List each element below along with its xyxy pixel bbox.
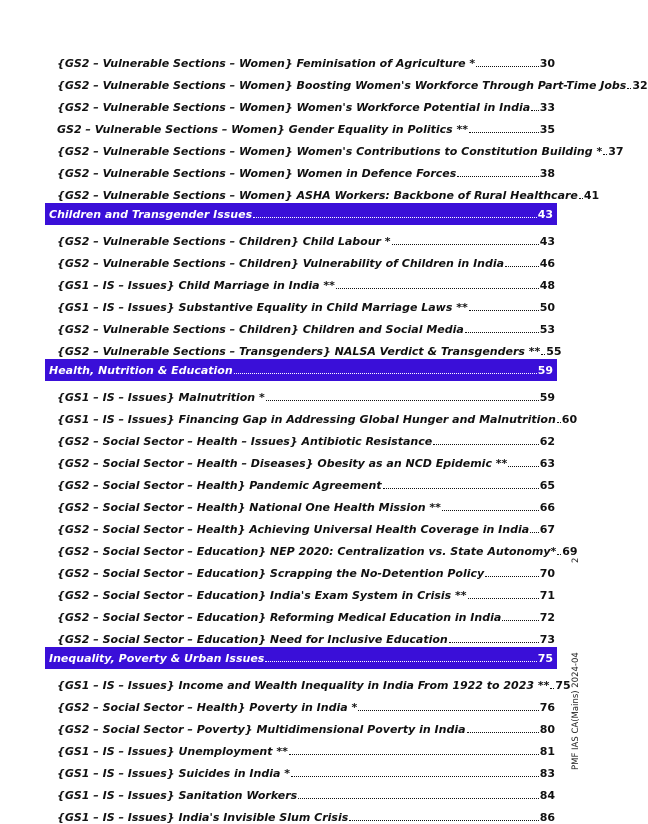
toc-page-number: 83	[539, 767, 555, 780]
toc-section-header[interactable]	[45, 359, 557, 381]
toc-entry[interactable]	[45, 492, 557, 514]
toc-page-number: 48	[539, 279, 555, 292]
toc-page-number: 62	[539, 435, 555, 448]
toc-entry-title: {GS2 – Social Sector – Health} Poverty in India *	[57, 701, 358, 714]
toc-entry[interactable]	[45, 92, 557, 114]
dot-leader	[476, 66, 539, 67]
toc-page-number: 46	[539, 257, 555, 270]
toc-entry-title: {GS2 – Vulnerable Sections – Children} Vulnerability of Children in India	[57, 257, 505, 270]
toc-page-number: 73	[539, 633, 555, 646]
toc-entry-title: {GS1 – IS – Issues} Suicides in India *	[57, 767, 290, 780]
toc-entry-title: {GS2 – Vulnerable Sections – Women} Women in Defence Forces	[57, 167, 457, 180]
dot-leader	[557, 422, 561, 423]
toc-entry[interactable]	[45, 114, 557, 136]
dot-leader	[433, 444, 539, 445]
toc-entry-title: {GS2 – Vulnerable Sections – Children} Children and Social Media	[57, 323, 464, 336]
dot-leader	[349, 820, 538, 821]
toc-entry-title: {GS2 – Social Sector – Poverty} Multidimensional Poverty in India	[57, 723, 466, 736]
toc-page-number: 67	[539, 523, 555, 536]
dot-leader	[358, 710, 538, 711]
toc-entry[interactable]	[45, 758, 557, 780]
toc-entry[interactable]	[45, 514, 557, 536]
toc-entry[interactable]	[45, 292, 557, 314]
toc-page-number: 69	[562, 545, 578, 558]
toc-section-header[interactable]	[45, 647, 557, 669]
page-number: 2	[571, 557, 581, 563]
toc-page-number: 43	[539, 235, 555, 248]
toc-entry-title: {GS1 – IS – Issues} Malnutrition *	[57, 391, 265, 404]
toc-entry-title: {GS2 – Social Sector – Education} NEP 2020: Centralization vs. State Autonomy*	[57, 545, 557, 558]
toc-entry-title: {GS1 – IS – Issues} Income and Wealth Inequality in India From 1922 to 2023 **	[57, 679, 550, 692]
toc-entry-title: {GS2 – Vulnerable Sections – Women} Women's Contributions to Constitution Building *	[57, 145, 603, 158]
toc-entry-title: {GS2 – Social Sector – Education} Reforming Medical Education in India	[57, 611, 502, 624]
toc-page-number: 80	[539, 723, 555, 736]
toc-entry[interactable]	[45, 314, 557, 336]
dot-leader	[457, 176, 538, 177]
toc-entry[interactable]	[45, 448, 557, 470]
dot-leader	[465, 332, 539, 333]
toc-page-number: 81	[539, 745, 555, 758]
toc-entry-title: {GS2 – Vulnerable Sections – Women} Women's Workforce Potential in India	[57, 101, 531, 114]
dot-leader	[505, 266, 539, 267]
toc-entry[interactable]	[45, 558, 557, 580]
toc-entry[interactable]	[45, 780, 557, 802]
toc-entry[interactable]	[45, 470, 557, 492]
toc-section-title: Health, Nutrition & Education	[49, 363, 233, 377]
dot-leader	[467, 732, 539, 733]
dot-leader	[289, 754, 539, 755]
dot-leader	[485, 576, 538, 577]
toc-page-number: 60	[561, 413, 578, 426]
toc-entry[interactable]	[45, 692, 557, 714]
toc-page-number: 37	[608, 145, 624, 158]
dot-leader	[392, 244, 539, 245]
toc-entry-title: {GS2 – Vulnerable Sections – Children} Child Labour *	[57, 235, 391, 248]
toc-entry[interactable]	[45, 736, 557, 758]
toc-entry[interactable]	[45, 336, 562, 358]
toc-entry[interactable]	[45, 382, 557, 404]
toc-entry-title: {GS2 – Social Sector – Health – Issues} Antibiotic Resistance	[57, 435, 433, 448]
dot-leader	[579, 198, 583, 199]
dot-leader	[266, 400, 539, 401]
toc-page-number: 71	[539, 589, 555, 602]
toc-entry[interactable]	[45, 802, 557, 824]
toc-page-number: 59	[539, 391, 555, 404]
dot-leader	[253, 217, 537, 218]
dot-leader	[469, 132, 539, 133]
toc-entry[interactable]	[45, 624, 557, 646]
toc-page-number: 35	[539, 123, 555, 136]
toc-entry-title: {GS1 – IS – Issues} Financing Gap in Addressing Global Hunger and Malnutrition	[57, 413, 556, 426]
dot-leader	[234, 373, 537, 374]
side-footer	[571, 640, 583, 770]
toc-page-number: 65	[539, 479, 555, 492]
toc-entry-title: {GS1 – IS – Issues} Substantive Equality in Child Marriage Laws **	[57, 301, 468, 314]
dot-leader	[531, 110, 539, 111]
dot-leader	[508, 466, 538, 467]
toc-page-number: 86	[539, 811, 555, 824]
toc-page-number: 84	[539, 789, 555, 802]
toc-entry[interactable]	[45, 580, 557, 602]
toc-page-number: 41	[583, 189, 600, 202]
toc-page-number: 72	[539, 611, 555, 624]
toc-entry[interactable]	[45, 180, 600, 202]
dot-leader	[298, 798, 538, 799]
toc-entry-title: {GS1 – IS – Issues} Unemployment **	[57, 745, 288, 758]
dot-leader	[530, 532, 539, 533]
toc-page-number: 30	[539, 57, 555, 70]
toc-entry-title: {GS2 – Social Sector – Education} India's Exam System in Crisis **	[57, 589, 467, 602]
toc-page-number: 33	[539, 101, 555, 114]
toc-entry[interactable]	[45, 714, 557, 736]
toc-entry-title: {GS2 – Vulnerable Sections – Women} ASHA Workers: Backbone of Rural Healthcare	[57, 189, 578, 202]
toc-page-number: 55	[546, 345, 562, 358]
dot-leader	[603, 154, 607, 155]
toc-entry-title: {GS2 – Social Sector – Health} Pandemic Agreement	[57, 479, 382, 492]
toc-entry[interactable]	[45, 48, 557, 70]
toc-entry[interactable]	[45, 670, 571, 692]
toc-entry[interactable]	[45, 536, 578, 558]
toc-section-header[interactable]	[45, 203, 557, 225]
toc-entry[interactable]	[45, 270, 557, 292]
toc-page-number: 75	[555, 679, 571, 692]
toc-entry[interactable]	[45, 70, 648, 92]
toc-page-number: 59	[537, 363, 553, 377]
toc-page-number: 76	[539, 701, 555, 714]
toc-page-number: 53	[539, 323, 555, 336]
side-footer-text: PMF IAS CA(Mains) 2024-04	[571, 652, 581, 770]
dot-leader	[627, 88, 631, 89]
toc-entry[interactable]	[45, 248, 557, 270]
toc-entry[interactable]	[45, 226, 557, 248]
dot-leader	[550, 688, 554, 689]
toc-page-number: 50	[539, 301, 555, 314]
toc-entry-title: {GS1 – IS – Issues} India's Invisible Slum Crisis	[57, 811, 349, 824]
dot-leader	[541, 354, 545, 355]
toc-entry-title: {GS1 – IS – Issues} Child Marriage in India **	[57, 279, 335, 292]
toc-entry[interactable]	[45, 602, 557, 624]
toc-section-title: Inequality, Poverty & Urban Issues	[49, 651, 265, 665]
toc-entry-title: {GS2 – Vulnerable Sections – Women} Boosting Women's Workforce Through Part-Time Jobs	[57, 79, 627, 92]
toc-entry-title: {GS2 – Social Sector – Health} National One Health Mission **	[57, 501, 441, 514]
toc-page-number: 43	[537, 207, 553, 221]
toc-entry-title: GS2 – Vulnerable Sections – Women} Gender Equality in Politics **	[57, 123, 469, 136]
dot-leader	[265, 661, 536, 662]
toc-entry-title: {GS2 – Social Sector – Health – Diseases} Obesity as an NCD Epidemic **	[57, 457, 508, 470]
toc-page-number: 66	[539, 501, 555, 514]
toc-entry-title: {GS2 – Social Sector – Health} Achieving Universal Health Coverage in India	[57, 523, 530, 536]
toc-entry-title: {GS1 – IS – Issues} Sanitation Workers	[57, 789, 298, 802]
dot-leader	[383, 488, 539, 489]
dot-leader	[442, 510, 539, 511]
toc-entry-title: {GS2 – Social Sector – Education} Need for Inclusive Education	[57, 633, 448, 646]
dot-leader	[502, 620, 538, 621]
toc-entry[interactable]	[45, 158, 557, 180]
toc-page-number: 32	[632, 79, 648, 92]
toc-section-title: Children and Transgender Issues	[49, 207, 253, 221]
toc-entry-title: {GS2 – Vulnerable Sections – Women} Feminisation of Agriculture *	[57, 57, 476, 70]
dot-leader	[557, 554, 561, 555]
toc-page-number: 63	[539, 457, 555, 470]
toc-page-number: 70	[539, 567, 555, 580]
dot-leader	[449, 642, 539, 643]
dot-leader	[468, 598, 539, 599]
toc-entry-title: {GS2 – Social Sector – Education} Scrapping the No-Detention Policy	[57, 567, 485, 580]
dot-leader	[469, 310, 539, 311]
toc-entry[interactable]	[45, 426, 557, 448]
toc-entry[interactable]	[45, 404, 578, 426]
dot-leader	[291, 776, 539, 777]
toc-page-number: 75	[537, 651, 553, 665]
toc-page-number: 38	[539, 167, 555, 180]
dot-leader	[336, 288, 539, 289]
toc-entry[interactable]	[45, 136, 624, 158]
toc-entry-title: {GS2 – Vulnerable Sections – Transgenders} NALSA Verdict & Transgenders **	[57, 345, 541, 358]
